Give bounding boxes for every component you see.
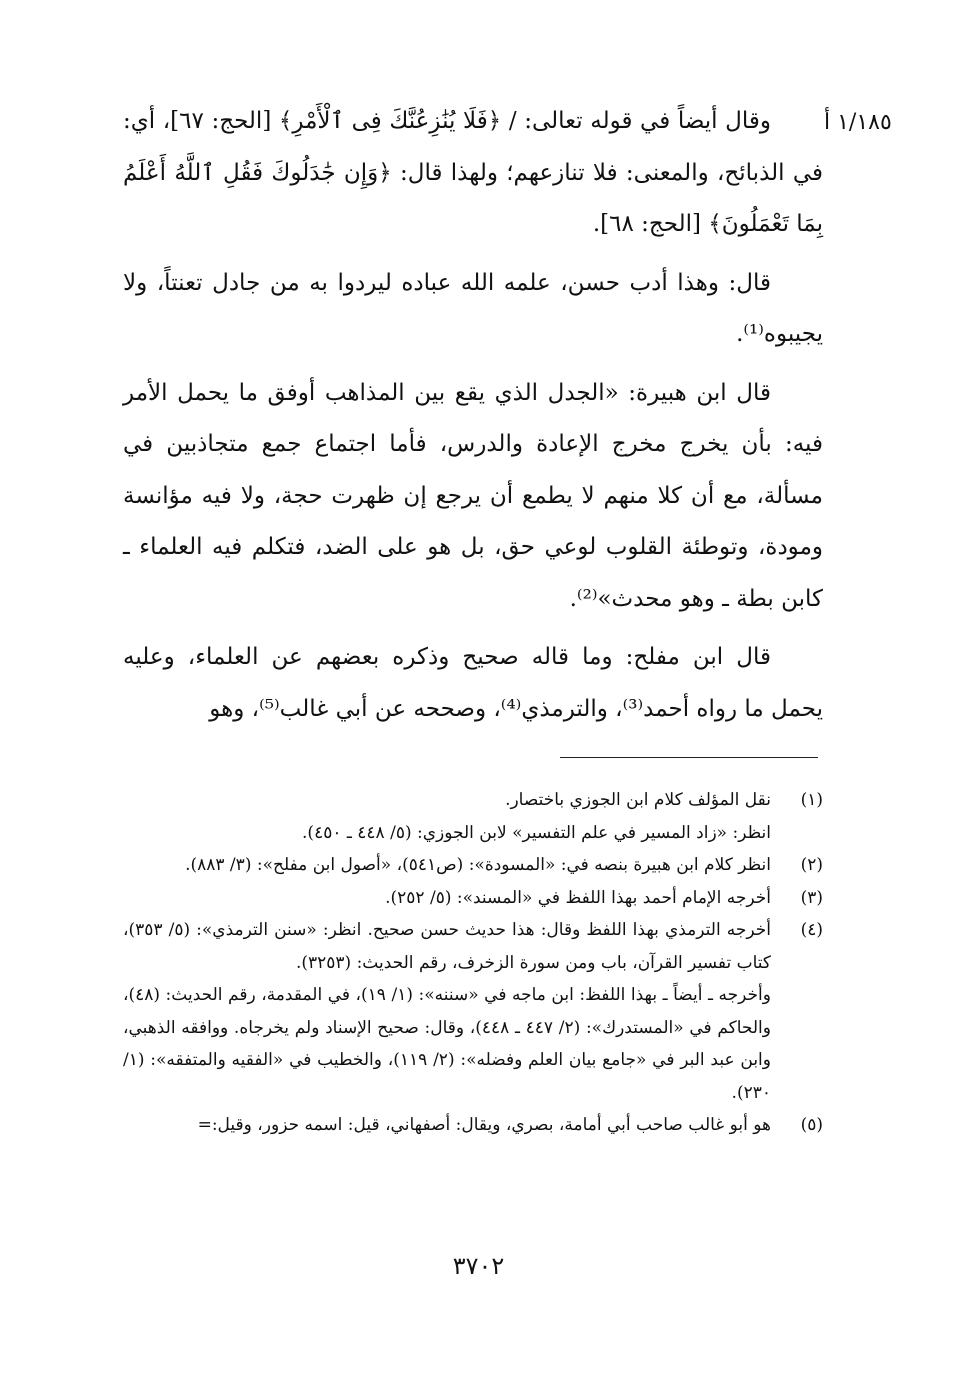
page-number: ٣٧٠٢ bbox=[452, 1252, 505, 1280]
footnotes bbox=[123, 784, 823, 1142]
footnote-line: انظر: «زاد المسير في علم التفسير» لابن الجوزي: (٥/ ٤٤٨ ـ ٤٥٠). bbox=[302, 822, 771, 843]
footnote-line: انظر كلام ابن هبيرة بنصه في: «المسودة»: (ص٥٤١)، «أصول ابن مفلح»: (٣/ ٨٨٣). bbox=[185, 855, 771, 875]
footnote-line: هو أبو غالب صاحب أبي أمامة، بصري، ويقال: أصفهاني، قيل: اسمه حزور، وقيل:= bbox=[197, 1115, 771, 1135]
paragraph-ibn-hubayra: قال ابن هبيرة: «الجدل الذي يقع بين المذاهب أوفق ما يحمل الأمر فيه: بأن يخرج مخرج الإعادة والدرس، فأما اجتماع جمع متجاذبين في مسألة، مع أن كلا منهم لا يطمع أن يرجع إن ظهرت حجة، ولا فيه مؤانسة ومودة، وتوطئة القلوب لوعي حق، بل هو على الضد، فتكلم فيه العلماء ـ كابن بطة ـ وهو محدث»⁽²⁾. bbox=[123, 379, 823, 612]
footnote-line: أخرجه الترمذي بهذا اللفظ وقال: هذا حديث حسن صحيح. انظر: «سنن الترمذي»: (٥/ ٣٥٣)، كتاب تفسير القرآن، باب ومن سورة الزخرف، رقم الحديث: (٣٢٥٣). bbox=[123, 920, 771, 973]
paragraph-good-manners: قال: وهذا أدب حسن، علمه الله عباده ليردوا به من جادل تعنتاً، ولا يجيبوه⁽¹⁾. bbox=[123, 269, 823, 347]
main-text bbox=[123, 96, 823, 742]
footnote-4 bbox=[123, 914, 823, 1109]
footnote-3 bbox=[123, 882, 823, 915]
footnote-line: نقل المؤلف كلام ابن الجوزي باختصار. bbox=[505, 790, 771, 810]
footnote-1 bbox=[123, 784, 823, 849]
footnote-line: أخرجه الإمام أحمد بهذا اللفظ في «المسند»: (٥/ ٢٥٢). bbox=[385, 887, 771, 908]
footnote-number: (١) bbox=[800, 790, 823, 810]
footnote-number: (٢) bbox=[800, 855, 823, 875]
footnote-number: (٤) bbox=[800, 920, 823, 940]
paragraph-ibn-muflih: قال ابن مفلح: وما قاله صحيح وذكره بعضهم عن العلماء، وعليه يحمل ما رواه أحمد⁽³⁾، والترمذي⁽⁴⁾، وصححه عن أبي غالب⁽⁵⁾، وهو bbox=[123, 644, 823, 722]
manuscript-folio-reference: ١/١٨٥ أ bbox=[824, 110, 892, 135]
paragraph-quran-verses: وقال أيضاً في قوله تعالى: / ﴿فَلَا يُنَٰزِعُنَّكَ فِى ٱلْأَمْرِ﴾ [الحج: ٦٧]، أي: في الذبائح، والمعنى: فلا تنازعهم؛ ولهذا قال: ﴿وَإِن جَٰدَلُوكَ فَقُلِ ٱللَّهُ أَعْلَمُ بِمَا تَعْمَلُونَ﴾ [الحج: ٦٨]. bbox=[123, 108, 823, 237]
footnote-line: وأخرجه ـ أيضاً ـ بهذا اللفظ: ابن ماجه في «سننه»: (١/ ١٩)، في المقدمة، رقم الحديث: (٤٨)، والحاكم في «المستدرك»: (٢/ ٤٤٧ ـ ٤٤٨)، وقال: صحيح الإسناد ولم يخرجاه. ووافقه الذهبي، وابن عبد البر في «جامع بيان العلم وفضله»: (٢/ ١١٩)، والخطيب في «الفقيه والمتفقه»: (١/ ٢٣٠). bbox=[123, 985, 771, 1103]
footnote-2 bbox=[123, 849, 823, 882]
footnote-number: (٥) bbox=[800, 1115, 823, 1135]
footnote-separator bbox=[560, 757, 818, 758]
footnote-number: (٣) bbox=[800, 887, 823, 908]
footnote-5 bbox=[123, 1109, 823, 1142]
